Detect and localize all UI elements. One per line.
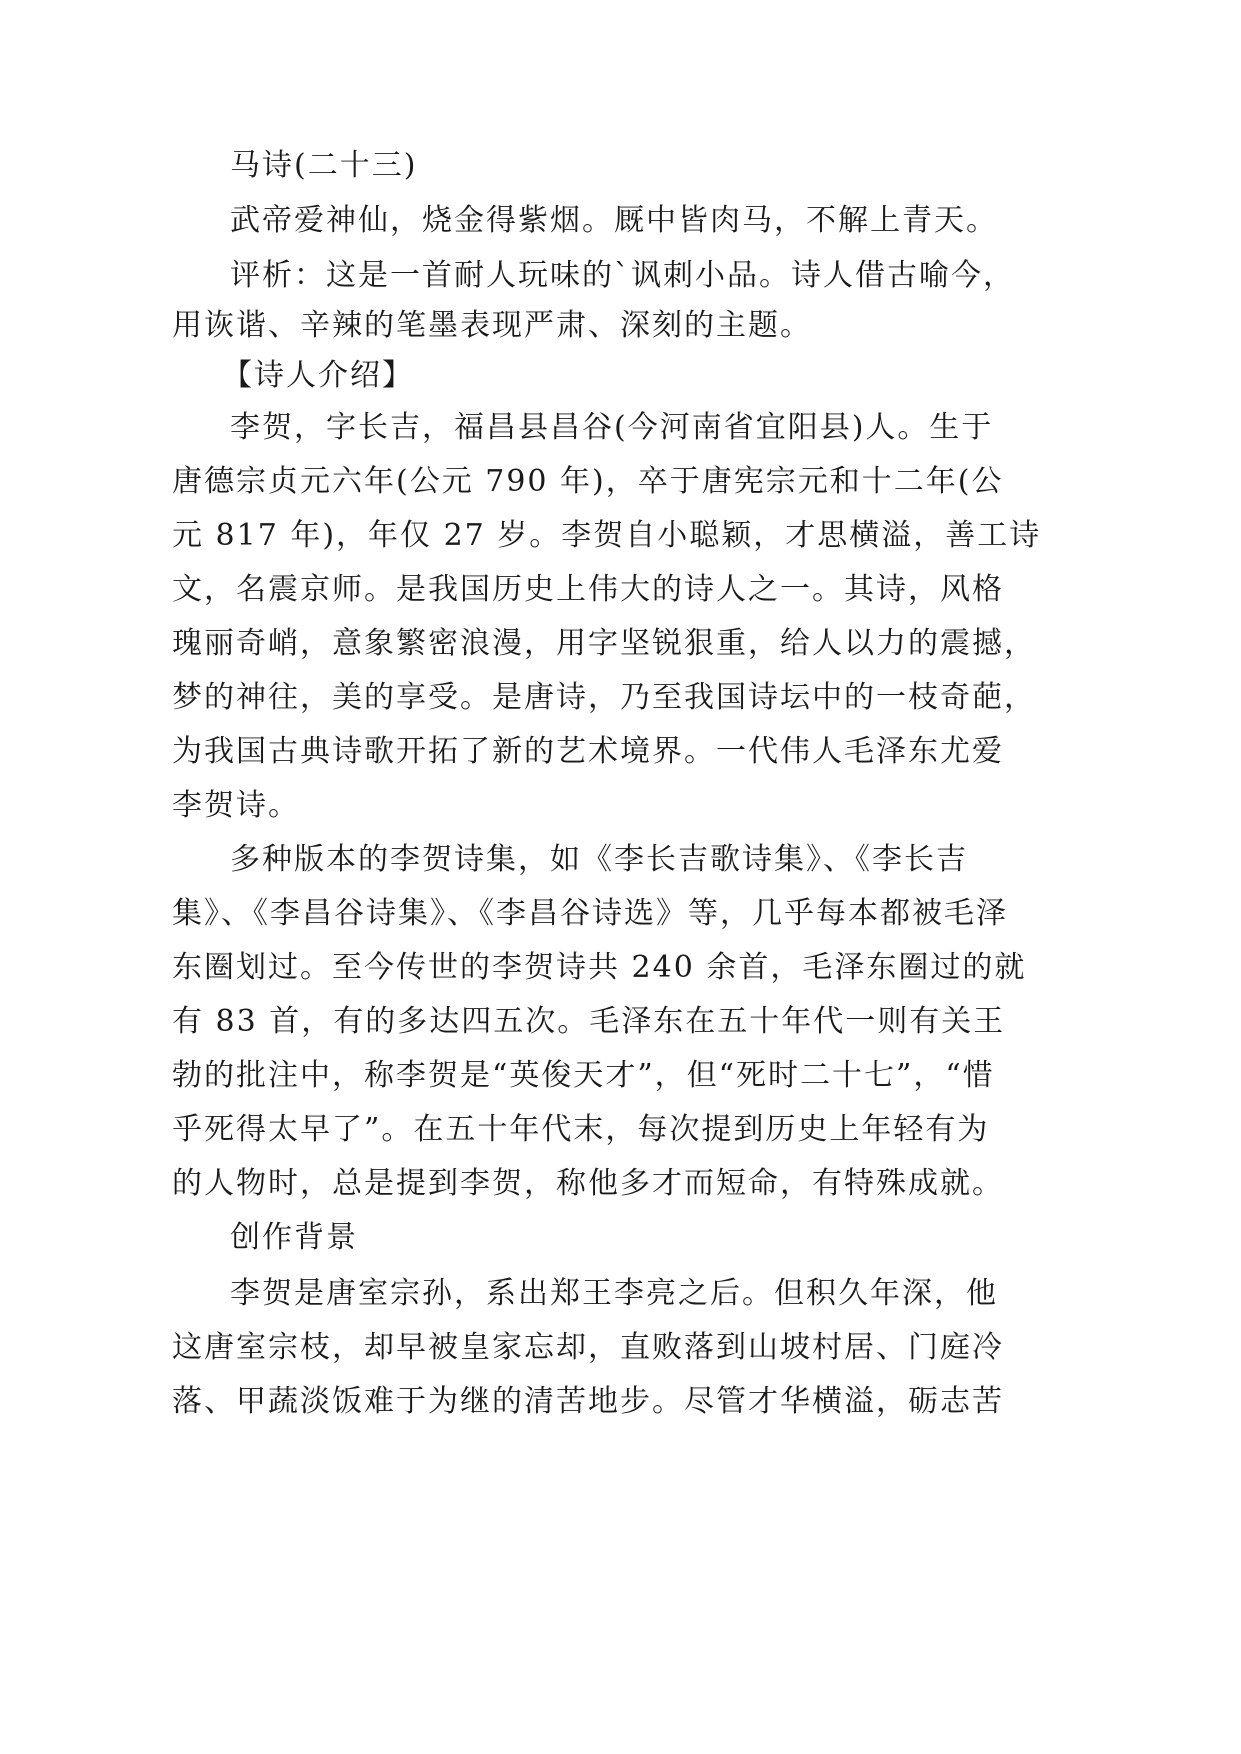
background-heading: 创作背景 bbox=[230, 1220, 358, 1255]
mao-line-1: 多种版本的李贺诗集，如《李长吉歌诗集》、《李长吉 bbox=[230, 842, 968, 877]
poet-intro-line-7: 为我国古典诗歌开拓了新的艺术境界。一代伟人毛泽东尤爱 bbox=[172, 734, 1004, 769]
mao-line-3: 东圈划过。至今传世的李贺诗共 240 余首，毛泽东圈过的就 bbox=[172, 950, 1027, 985]
analysis-line-1: 评析：这是一首耐人玩味的`讽刺小品。诗人借古喻今， bbox=[230, 258, 1015, 293]
mao-line-5: 勃的批注中，称李贺是“英俊天才”，但“死时二十七”，“惜 bbox=[172, 1058, 995, 1093]
poet-intro-line-4: 文，名震京师。是我国历史上伟大的诗人之一。其诗，风格 bbox=[172, 572, 1004, 607]
poet-heading: 【诗人介绍】 bbox=[222, 358, 414, 393]
poet-intro-line-2: 唐德宗贞元六年(公元 790 年)，卒于唐宪宗元和十二年(公 bbox=[172, 464, 1004, 499]
mao-line-6: 乎死得太早了”。在五十年代末，每次提到历史上年轻有为 bbox=[172, 1112, 990, 1147]
background-line-2: 这唐室宗枝，却早被皇家忘却，直败落到山坡村居、门庭冷 bbox=[172, 1330, 1004, 1365]
background-line-1: 李贺是唐室宗孙，系出郑王李亮之后。但积久年深，他 bbox=[230, 1276, 998, 1311]
mao-line-2: 集》、《李昌谷诗集》、《李昌谷诗选》等，几乎每本都被毛泽 bbox=[172, 896, 1008, 931]
background-line-3: 落、甲蔬淡饭难于为继的清苦地步。尽管才华横溢，砺志苦 bbox=[172, 1384, 1004, 1419]
analysis-line-2: 用诙谐、辛辣的笔墨表现严肃、深刻的主题。 bbox=[172, 308, 812, 343]
poet-intro-line-5: 瑰丽奇峭，意象繁密浪漫，用字坚锐狠重，给人以力的震撼， bbox=[172, 626, 1036, 661]
poet-intro-line-6: 梦的神往，美的享受。是唐诗，乃至我国诗坛中的一枝奇葩， bbox=[172, 680, 1036, 715]
poet-intro-line-8: 李贺诗。 bbox=[172, 788, 300, 823]
poem-text: 武帝爱神仙，烧金得紫烟。厩中皆肉马，不解上青天。 bbox=[230, 203, 998, 238]
poet-intro-line-3: 元 817 年)，年仅 27 岁。李贺自小聪颖，才思横溢，善工诗 bbox=[172, 518, 1042, 553]
mao-line-4: 有 83 首，有的多达四五次。毛泽东在五十年代一则有关王 bbox=[172, 1004, 1006, 1039]
mao-line-7: 的人物时，总是提到李贺，称他多才而短命，有特殊成就。 bbox=[172, 1166, 1004, 1201]
poet-intro-line-1: 李贺，字长吉，福昌县昌谷(今河南省宜阳县)人。生于 bbox=[230, 410, 994, 445]
poem-title: 马诗(二十三) bbox=[230, 148, 418, 183]
